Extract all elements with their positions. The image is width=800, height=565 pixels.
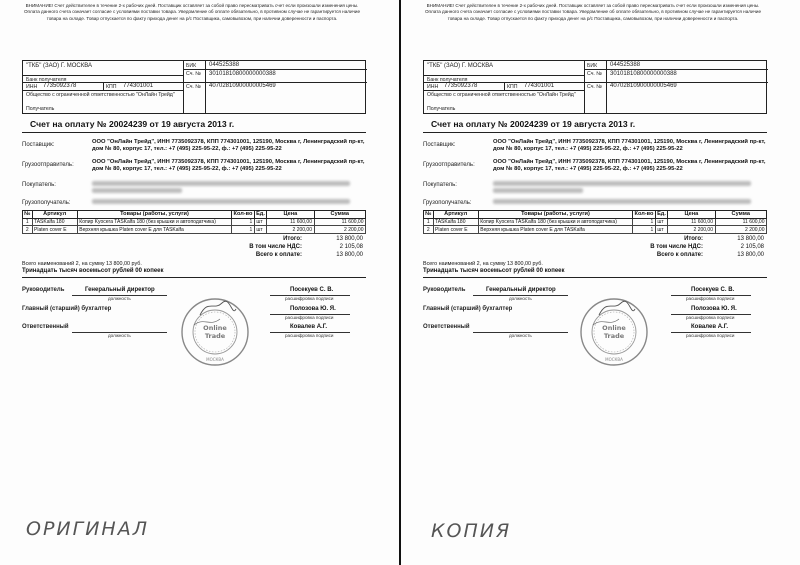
row-cell: Верхняя крышка Platen cover E для TASKalfa: [478, 226, 632, 234]
total-label: Итого:: [283, 236, 302, 242]
responsible-caption: должность: [108, 333, 131, 338]
svg-text:Online: Online: [602, 324, 626, 332]
inn-value: 7735092378: [43, 83, 77, 89]
buyer-label: Покупатель:: [22, 182, 56, 188]
invoice-original: [0, 0, 399, 565]
col-unit: Ед.: [256, 211, 265, 218]
shipper-label: Грузоотправитель:: [423, 162, 475, 168]
total-value: 13 800,00: [737, 236, 764, 242]
accountant-name: Полозова Ю. Я.: [691, 306, 737, 312]
row-cell: 2 200,00: [715, 226, 767, 234]
account-label: Сч. №: [587, 83, 602, 90]
accountant-caption: расшифровка подписи: [686, 315, 735, 320]
account-label: Сч. №: [186, 83, 201, 90]
row-cell: 2 200,00: [267, 226, 314, 234]
accountant-label: Главный (старший) бухгалтер: [22, 306, 112, 312]
shipper-details: ООО "ОнЛайн Трейд", ИНН 7735092378, КПП 774301001, 125190, Москва г, Ленинградский пр-кт, дом № 80, корпус 17, тел.: +7 (495) 225-95-22, ф.: +7 (495) 225-95-22: [493, 159, 766, 173]
recipient-label: Получатель: [427, 106, 456, 112]
col-number: №: [425, 211, 432, 218]
col-price: Цена: [668, 211, 715, 219]
table-row: [23, 218, 366, 226]
row-cell: Копир Kyocera TASKalfa 180 (без крышки и автоподатчика): [77, 218, 231, 226]
supplier-details: ООО "ОнЛайн Трейд", ИНН 7735092378, КПП 774301001, 125190, Москва г, Ленинградский пр-кт, дом № 80, корпус 17, тел.: +7 (495) 225-95-22, ф.: +7 (495) 225-95-22: [493, 139, 766, 153]
head-position-caption: должность: [108, 296, 131, 301]
row-cell: 11 600,00: [314, 218, 366, 226]
bik-value: 044525388: [209, 62, 240, 68]
invoice-notice: ВНИМАНИЕ! Счет действителен в течение 2-х рабочих дней. Поставщик оставляет за собой право пересматривать счет если произошли изменения цены. Оплата данного счета означает согласие с условиями поставки товара. Уведомление об оплате обязательно, в противном случае не гарантируется наличие товара на складе. Товар отпускается по факту прихода денег на р/с Поставщика, самовывозом, при наличии доверенности и паспорта.: [23, 3, 361, 21]
responsible-label: Ответственный: [22, 324, 69, 330]
head-name: Посекуев С. В.: [691, 287, 735, 293]
row-cell: 1: [232, 226, 255, 234]
pay-label: Всего к оплате:: [656, 252, 703, 258]
row-cell: шт: [655, 226, 667, 234]
row-cell: 11 600,00: [668, 218, 715, 226]
row-cell: 11 600,00: [715, 218, 767, 226]
bik-label: БИК: [186, 62, 197, 69]
accountant-label: Главный (старший) бухгалтер: [423, 306, 513, 312]
kpp-label: КПП: [507, 83, 518, 90]
col-article: Артикул: [32, 211, 77, 219]
row-cell: Копир Kyocera TASKalfa 180 (без крышки и автоподатчика): [478, 218, 632, 226]
head-name-caption: расшифровка подписи: [285, 296, 334, 301]
row-cell: 1: [633, 226, 656, 234]
account-value: 40702810900000005469: [610, 83, 677, 89]
invoice-copy: [401, 0, 800, 565]
corr-account: 30101810800000000388: [610, 71, 677, 77]
supplier-label: Поставщик:: [423, 142, 456, 148]
row-cell: Platen cover E: [32, 226, 77, 234]
row-cell: 1: [232, 218, 255, 226]
svg-text:МОСКВА: МОСКВА: [206, 357, 224, 362]
bank-details-box: [22, 60, 366, 114]
responsible-name-caption: расшифровка подписи: [686, 333, 735, 338]
invoice-title: Счет на оплату № 20024239 от 19 августа 2013 г.: [431, 119, 636, 129]
head-name-caption: расшифровка подписи: [686, 296, 735, 301]
bik-label: БИК: [587, 62, 598, 69]
vat-label: В том числе НДС:: [249, 244, 302, 250]
recipient-label: Получатель: [26, 106, 55, 112]
row-cell: 1: [424, 218, 434, 226]
row-cell: 2 200,00: [314, 226, 366, 234]
shipper-label: Грузоотправитель:: [22, 162, 74, 168]
consignee-label: Грузополучатель:: [423, 200, 472, 206]
row-cell: шт: [254, 218, 266, 226]
col-number: №: [24, 211, 31, 218]
summary-line: Всего наименований 2, на сумму 13 800,00 руб.: [22, 261, 142, 267]
amount-in-words: Тринадцать тысяч восемьсот рублей 00 копеек: [22, 268, 164, 274]
head-label: Руководитель: [423, 287, 466, 293]
goods-table: [22, 210, 366, 234]
page-caption-copy: КОПИЯ: [431, 520, 512, 542]
kpp-value: 774301001: [524, 83, 555, 89]
responsible-label: Ответственный: [423, 324, 470, 330]
account-value: 40702810900000005469: [209, 83, 276, 89]
row-cell: 2: [424, 226, 434, 234]
responsible-name-caption: расшифровка подписи: [285, 333, 334, 338]
kpp-value: 774301001: [123, 83, 154, 89]
inn-label: ИНН: [26, 83, 38, 90]
accountant-caption: расшифровка подписи: [285, 315, 334, 320]
company-stamp-icon: [180, 297, 250, 367]
accountant-name: Полозова Ю. Я.: [290, 306, 336, 312]
responsible-caption: должность: [509, 333, 532, 338]
shipper-details: ООО "ОнЛайн Трейд", ИНН 7735092378, КПП 774301001, 125190, Москва г, Ленинградский пр-кт, дом № 80, корпус 17, тел.: +7 (495) 225-95-22, ф.: +7 (495) 225-95-22: [92, 159, 365, 173]
vat-value: 2 105,08: [339, 244, 363, 250]
head-label: Руководитель: [22, 287, 65, 293]
pay-label: Всего к оплате:: [255, 252, 302, 258]
head-position: Генеральный директор: [486, 287, 556, 293]
summary-line: Всего наименований 2, на сумму 13 800,00 руб.: [423, 261, 543, 267]
invoice-notice: ВНИМАНИЕ! Счет действителен в течение 2-х рабочих дней. Поставщик оставляет за собой право пересматривать счет если произошли изменения цены. Оплата данного счета означает согласие с условиями поставки товара. Уведомление об оплате обязательно, в противном случае не гарантируется наличие товара на складе. Товар отпускается по факту прихода денег на р/с Поставщика, самовывозом, при наличии доверенности и паспорта.: [424, 3, 762, 21]
inn-label: ИНН: [427, 83, 439, 90]
row-cell: Platen cover E: [433, 226, 478, 234]
bik-value: 044525388: [610, 62, 641, 68]
corr-label: Сч. №: [186, 71, 201, 77]
total-value: 13 800,00: [336, 236, 363, 242]
responsible-name: Ковалев А.Г.: [691, 324, 729, 330]
amount-in-words: Тринадцать тысяч восемьсот рублей 00 копеек: [423, 268, 565, 274]
svg-text:Trade: Trade: [603, 332, 625, 340]
col-price: Цена: [267, 211, 314, 219]
row-cell: 11 600,00: [267, 218, 314, 226]
consignee-redacted: [92, 199, 350, 204]
kpp-label: КПП: [106, 83, 117, 90]
col-unit: Ед.: [657, 211, 666, 218]
vat-value: 2 105,08: [740, 244, 764, 250]
buyer-label: Покупатель:: [423, 182, 457, 188]
svg-text:Trade: Trade: [204, 332, 226, 340]
col-article: Артикул: [433, 211, 478, 219]
responsible-name: Ковалев А.Г.: [290, 324, 328, 330]
recipient-name: Общество с ограниченной ответственностью "ОнЛайн Трейд": [26, 92, 175, 98]
row-cell: 1: [633, 218, 656, 226]
goods-table: [423, 210, 767, 234]
row-cell: 2 200,00: [668, 226, 715, 234]
row-cell: Верхняя крышка Platen cover E для TASKalfa: [77, 226, 231, 234]
buyer-redacted: [92, 181, 350, 186]
row-cell: 2: [23, 226, 33, 234]
row-cell: TASKalfa 180: [433, 218, 478, 226]
row-cell: шт: [254, 226, 266, 234]
buyer-redacted: [493, 181, 751, 186]
row-cell: 1: [23, 218, 33, 226]
pay-value: 13 800,00: [737, 252, 764, 258]
corr-account: 30101810800000000388: [209, 71, 276, 77]
pay-value: 13 800,00: [336, 252, 363, 258]
head-name: Посекуев С. В.: [290, 287, 334, 293]
corr-label: Сч. №: [587, 71, 602, 77]
vat-label: В том числе НДС:: [650, 244, 703, 250]
head-position-caption: должность: [509, 296, 532, 301]
col-sum: Сумма: [314, 211, 366, 219]
head-position: Генеральный директор: [85, 287, 155, 293]
consignee-label: Грузополучатель:: [22, 200, 71, 206]
col-qty: Кол-во: [233, 211, 253, 218]
table-row: [424, 218, 767, 226]
table-row: [424, 226, 767, 234]
row-cell: TASKalfa 180: [32, 218, 77, 226]
svg-text:МОСКВА: МОСКВА: [605, 357, 623, 362]
invoice-title: Счет на оплату № 20024239 от 19 августа 2013 г.: [30, 119, 235, 129]
col-sum: Сумма: [715, 211, 767, 219]
buyer-redacted-2: [92, 188, 182, 193]
col-goods: Товары (работы, услуги): [478, 211, 632, 219]
page-caption-original: ОРИГИНАЛ: [26, 518, 149, 540]
consignee-redacted: [493, 199, 751, 204]
table-row: [23, 226, 366, 234]
supplier-details: ООО "ОнЛайн Трейд", ИНН 7735092378, КПП 774301001, 125190, Москва г, Ленинградский пр-кт, дом № 80, корпус 17, тел.: +7 (495) 225-95-22, ф.: +7 (495) 225-95-22: [92, 139, 365, 153]
bank-name: "ТКБ" (ЗАО) Г. МОСКВА: [26, 63, 92, 69]
bank-details-box: [423, 60, 767, 114]
recipient-name: Общество с ограниченной ответственностью "ОнЛайн Трейд": [427, 92, 576, 98]
inn-value: 7735092378: [444, 83, 478, 89]
svg-text:Online: Online: [203, 324, 227, 332]
buyer-redacted-2: [493, 188, 583, 193]
col-qty: Кол-во: [634, 211, 654, 218]
row-cell: шт: [655, 218, 667, 226]
bank-label: Банк получателя: [427, 76, 468, 83]
total-label: Итого:: [684, 236, 703, 242]
supplier-label: Поставщик:: [22, 142, 55, 148]
company-stamp-icon: [579, 297, 649, 367]
bank-label: Банк получателя: [26, 76, 67, 83]
col-goods: Товары (работы, услуги): [77, 211, 231, 219]
bank-name: "ТКБ" (ЗАО) Г. МОСКВА: [427, 63, 493, 69]
